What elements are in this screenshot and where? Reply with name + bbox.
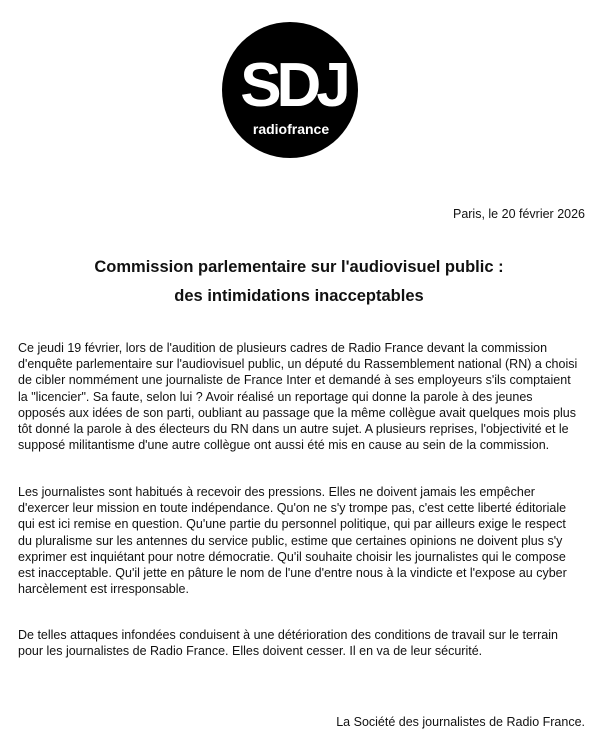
logo-subtitle: radiofrance xyxy=(252,121,330,137)
text-line: est inacceptable. Qu'il jette en pâture le nom de l'une d'entre nous à la vindicte et l'expose au cyber xyxy=(18,566,567,581)
text-line: harcèlement est irresponsable. xyxy=(18,582,189,597)
logo-letters: SDJ xyxy=(240,51,346,120)
date-line: Paris, le 20 février 2026 xyxy=(452,207,585,221)
signature: La Société des journalistes de Radio France. xyxy=(336,715,585,729)
title-line-2: des intimidations inacceptables xyxy=(174,287,424,305)
text-line: De telles attaques infondées conduisent à une détérioration des conditions de travail sur le terrain xyxy=(18,628,558,642)
paragraph-3 xyxy=(18,627,590,659)
press-release-title xyxy=(0,253,598,311)
paragraph-1 xyxy=(18,340,590,453)
text-line: pour les journalistes de Radio France. Elles doivent cesser. Il en va de leur sécurité. xyxy=(18,644,483,659)
text-line: du pluralisme sur les antennes du service public, estime que certaines opinions ne doivent plus s'y xyxy=(18,533,563,548)
text-line: d'enquête parlementaire sur l'audiovisuel public, un député du Rassemblement national (RN) a choisi xyxy=(18,357,578,372)
title-line-1: Commission parlementaire sur l'audiovisuel public : xyxy=(94,258,504,276)
text-line: exprimer est inquiétant pour notre démocratie. Qu'il souhaite choisir les journalistes qui le compose xyxy=(18,549,566,564)
text-line: Ce jeudi 19 février, lors de l'audition de plusieurs cadres de Radio France devant la commission xyxy=(18,341,548,355)
text-line: Les journalistes sont habitués à recevoir des pressions. Elles ne doivent jamais les empêcher xyxy=(18,485,535,499)
paragraph-2 xyxy=(18,484,590,597)
text-line: de cibler nommément une journaliste de France Inter et demandé à ses employeurs s'ils comptaient xyxy=(18,373,571,388)
text-line: opposés aux idées de son parti, oubliant au passage que la même collègue avait quelques mois plus xyxy=(18,405,577,420)
sdj-radiofrance-logo xyxy=(222,22,358,158)
text-line: qui est ici remise en question. Qu'une partie du personnel politique, qui par ailleurs exige le respect xyxy=(18,517,566,532)
text-line: supposé militantisme d'une autre collègue ont aussi été mis en cause au sein de la commission. xyxy=(18,438,550,453)
text-line: la "licencier". Sa faute, selon lui ? Avoir réalisé un reportage qui donne la parole à des jeunes xyxy=(18,389,533,404)
text-line: d'exercer leur mission en toute indépendance. Qu'on ne s'y trompe pas, c'est cette liberté éditoriale xyxy=(18,501,567,516)
text-line: tôt donné la parole à des électeurs du RN dans un autre sujet. A plusieurs reprises, l'objectivité et le xyxy=(18,422,569,437)
